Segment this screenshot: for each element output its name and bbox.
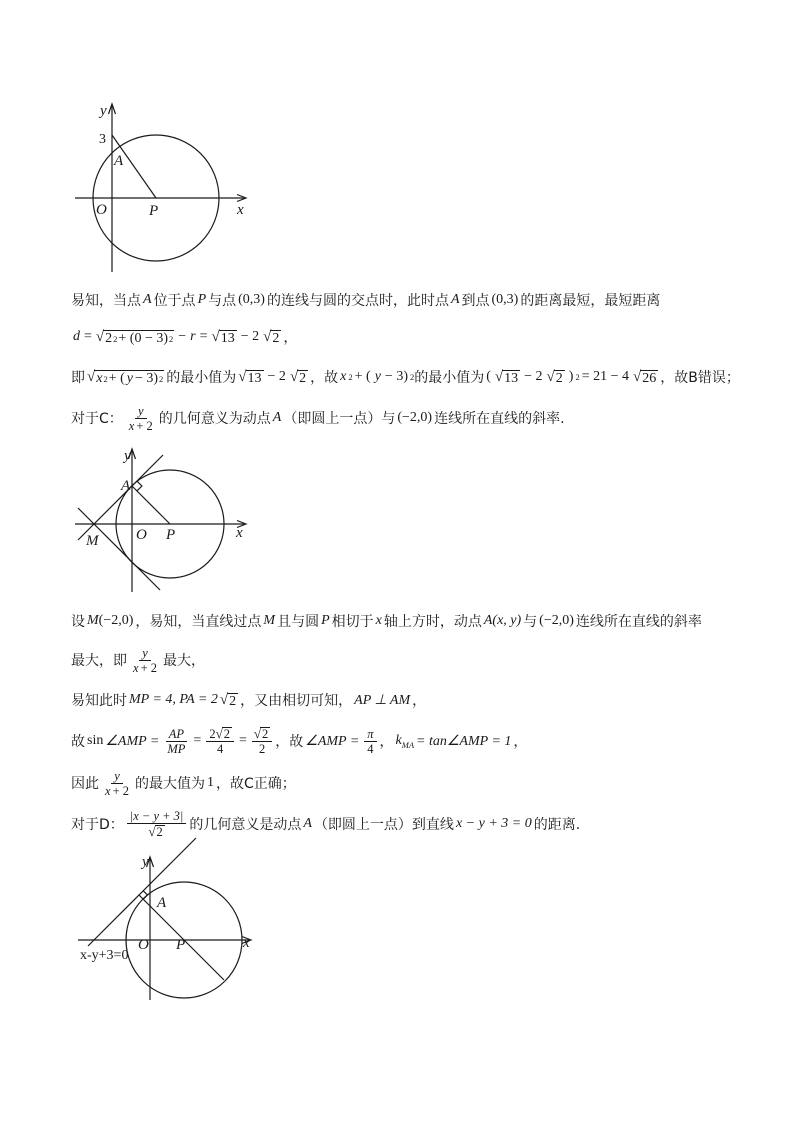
text-segment: 与: [523, 614, 538, 630]
coordinates: (−2,0): [98, 613, 134, 628]
label-O: O: [96, 202, 107, 218]
perpendicular-expression: AP ⊥ AM: [354, 692, 411, 708]
text-segment: 的距离.: [533, 817, 581, 833]
text-segment: （即圆上一点）到直线: [313, 817, 454, 833]
label-M: M: [86, 533, 99, 549]
label-A: A: [114, 153, 124, 169]
var-y: y: [138, 403, 144, 418]
radicand: [297, 370, 308, 386]
radical-sign: √: [219, 692, 229, 708]
text-segment: 的最小值为: [414, 370, 485, 386]
label-y: y: [124, 448, 131, 464]
var-y: y: [114, 768, 120, 783]
label-x: x: [236, 525, 243, 541]
sqrt-2: [216, 726, 232, 741]
sqrt-2: [547, 368, 565, 386]
tangent-line-upper: [78, 455, 163, 540]
equals-sign: =: [84, 329, 92, 344]
text-segment: （即圆上一点）与: [283, 411, 396, 427]
radicand: [219, 330, 237, 346]
term: 13: [504, 371, 519, 386]
label-x: x: [237, 202, 244, 218]
radicand: [502, 370, 520, 386]
text-segment: 易知此时: [71, 693, 127, 709]
radicand: [640, 370, 658, 386]
text-segment: ，故: [275, 734, 304, 750]
var-y: y: [126, 371, 133, 386]
lengths-expression: MP = 4, PA = 2: [129, 692, 218, 707]
point-neg2-0: (−2,0): [397, 410, 433, 425]
radicand: [260, 727, 270, 741]
text-segment: 即: [71, 370, 85, 386]
text-segment: 且与圆: [277, 614, 320, 630]
segment-AP: AP: [168, 726, 185, 741]
fraction-2sqrt2-over-4: [206, 726, 234, 756]
text-segment: 与点: [208, 293, 237, 309]
var-d: d: [73, 329, 80, 344]
equals-sign: =: [238, 733, 247, 748]
radical-sign: √: [253, 726, 262, 741]
figure-2-tangent-lines: [65, 440, 255, 600]
line-equation: x − y + 3 = 0: [455, 816, 532, 831]
punctuation: ，: [412, 693, 427, 709]
point-0-3: (0,3): [491, 292, 519, 307]
figure-3-distance-to-line: [70, 835, 260, 1005]
max-value: 1: [207, 775, 214, 790]
point-P: P: [197, 292, 207, 307]
punctuation: ，: [283, 330, 298, 346]
punctuation: ，: [513, 734, 528, 750]
text-segment: ，易知，当直线过点: [135, 614, 262, 630]
paragraph-line-3: 即 √ x 2 + ( y − 3) 2 的最小值为 √ 13 − 2 √ 2 ，故 x 2 + ( y − 3) 2 的最小值为 ( √ 13 − 2 √ 2 ) 2 = 21 − 4 √ 26 ，故B错误；: [71, 369, 740, 386]
text-segment: 设: [71, 614, 85, 630]
radical-sign: √: [289, 369, 299, 385]
text-segment: 连线所在直线的斜率: [575, 614, 702, 630]
radicand: x 2 + ( y − 3) 2: [96, 371, 164, 386]
var-x: x: [133, 660, 139, 675]
sqrt-2: [220, 691, 238, 709]
term: − 2: [524, 369, 543, 384]
numerator: [364, 727, 376, 742]
circle-P: P: [321, 613, 330, 628]
fraction-y-over-x-plus-2: [126, 404, 156, 433]
denominator: [126, 419, 156, 433]
point-M: M: [87, 613, 99, 628]
paragraph-line-8: [71, 726, 527, 756]
var-x: x: [375, 613, 382, 628]
text-segment: ，又由相切可知，: [240, 693, 353, 709]
equals-sign: =: [193, 733, 202, 748]
term: 2: [229, 694, 237, 709]
point-A: A: [272, 410, 282, 425]
radicand: [554, 370, 565, 386]
term: 2: [209, 726, 216, 741]
fraction-y-over-x-plus-2: [102, 769, 132, 798]
var-x: x: [96, 371, 103, 386]
radical-sign: √: [546, 369, 555, 385]
numerator: [135, 404, 147, 419]
pi-symbol: π: [367, 726, 374, 741]
point-A: A: [303, 816, 312, 831]
term: − 2: [240, 329, 260, 344]
denominator: [130, 661, 160, 675]
angle-AMP: ∠AMP =: [105, 733, 160, 749]
figure-1-min-distance: [65, 95, 255, 280]
var-x: x: [128, 418, 135, 433]
paragraph-line-1: [71, 285, 660, 315]
denominator: [164, 742, 188, 756]
text-segment: 连线所在直线的斜率.: [434, 411, 565, 427]
label-y: y: [142, 854, 149, 870]
term: 2: [262, 727, 269, 741]
radical-sign: √: [211, 329, 220, 345]
angle-AMP: ∠AMP =: [305, 733, 360, 749]
numerator: [206, 726, 234, 742]
term: 2: [156, 825, 163, 839]
text-segment: ，故: [310, 370, 339, 386]
label-A: A: [121, 478, 131, 494]
radical-sign: √: [633, 369, 642, 385]
radicand: [227, 693, 238, 709]
term: + 2: [112, 783, 129, 798]
text-segment: 相切于: [331, 614, 374, 630]
numerator: [166, 727, 187, 742]
minus-sign: −: [178, 329, 187, 344]
label-line-equation: x-y+3=0: [80, 948, 129, 963]
segment-MP: MP: [167, 741, 186, 756]
numerator: [111, 769, 123, 784]
distance-formula-line: [71, 322, 297, 352]
point-neg2-0: (−2,0): [539, 613, 574, 628]
paren: ): [568, 369, 574, 384]
term: + 2: [140, 660, 157, 675]
term: 2: [555, 371, 563, 386]
text-segment: 的几何意义是动点: [189, 817, 302, 833]
text-segment: 的连线与圆的交点时，此时点: [266, 293, 449, 309]
text-segment: 的最小值为: [166, 370, 237, 386]
sqrt-distance: [96, 328, 174, 346]
sqrt-2: [254, 726, 270, 741]
radicand: [222, 727, 232, 741]
right-angle-mark: [143, 891, 147, 899]
slope-subscript: MA: [401, 740, 415, 750]
paragraph-line-6: [71, 645, 205, 675]
fraction-y-over-x-plus-2: [130, 646, 160, 675]
paragraph-line-5: [71, 606, 702, 636]
label-P: P: [149, 203, 159, 219]
text-segment: 对于D：: [71, 817, 124, 833]
denominator: [102, 784, 132, 798]
var-y: y: [374, 369, 381, 384]
point-A: A: [143, 292, 152, 307]
point-A-xy: A(x, y): [483, 613, 522, 628]
term: 2: [258, 742, 266, 756]
numerator: [252, 726, 272, 742]
paragraph-line-9: [71, 768, 296, 798]
sqrt-2: [263, 328, 281, 346]
sqrt-2: [290, 368, 308, 386]
radicand: 2 2 + (0 − 3) 2: [105, 331, 174, 346]
abs-expression: |x − y + 3|: [129, 809, 184, 823]
term: 2: [105, 331, 113, 346]
denominator: [214, 742, 226, 756]
text-segment: 到点: [461, 293, 490, 309]
text-segment: 的最大值为: [135, 776, 205, 792]
term: − 2: [267, 369, 286, 384]
denominator: [256, 742, 268, 756]
sqrt-13: [238, 368, 263, 386]
text-segment: 轴上方时，动点: [383, 614, 482, 630]
term: + 2: [136, 418, 153, 433]
radical-sign: √: [238, 369, 247, 385]
radical-sign: √: [95, 329, 105, 345]
label-P: P: [166, 527, 176, 543]
text-segment: 易知，当点: [71, 293, 141, 309]
term: − 3): [384, 369, 408, 384]
text-segment: ，故B错误；: [660, 370, 740, 386]
term: 4: [217, 742, 224, 756]
denominator: [364, 742, 376, 756]
sqrt-26: [633, 368, 658, 386]
term: 26: [642, 371, 657, 386]
radical-sign: √: [494, 369, 504, 385]
radicand: [270, 330, 281, 346]
paragraph-line-7: [71, 685, 426, 715]
var-x: x: [105, 783, 111, 798]
radical-sign: √: [87, 369, 96, 385]
numerator: [127, 809, 187, 824]
paren: (: [486, 369, 491, 384]
text-segment: 最大，: [163, 653, 205, 669]
term: 2: [299, 371, 307, 386]
term: 13: [247, 371, 262, 386]
term: + (: [108, 371, 125, 386]
term: 2: [272, 331, 280, 346]
label-O: O: [138, 937, 149, 953]
fraction-sqrt2-over-2: [252, 726, 272, 756]
numerator: [139, 646, 151, 661]
segment-A-P: [132, 486, 170, 524]
var-x: x: [340, 369, 347, 384]
radicand: [246, 370, 264, 386]
radical-sign: √: [148, 824, 156, 839]
label-A: A: [157, 895, 167, 911]
text-segment: 的距离最短，最短距离: [520, 293, 661, 309]
term: + (0 − 3): [118, 331, 169, 346]
sqrt-13: [212, 328, 237, 346]
punctuation: ，: [379, 734, 394, 750]
text-segment: 对于C：: [71, 411, 123, 427]
label-3: 3: [99, 132, 106, 147]
label-O: O: [136, 527, 147, 543]
point-0-3: (0,3): [238, 292, 265, 307]
text-segment: 位于点: [153, 293, 196, 309]
text-segment: 故: [71, 734, 85, 750]
sqrt-expression: [87, 368, 164, 386]
point-A: A: [450, 292, 460, 307]
sin-function: sin: [87, 733, 104, 748]
text-segment: 的几何意义为动点: [158, 411, 271, 427]
radical-sign: √: [215, 726, 223, 741]
fraction-AP-over-MP: [164, 727, 188, 756]
paragraph-line-4: [71, 403, 565, 433]
term: 2: [223, 727, 230, 741]
text-segment: 因此: [71, 776, 99, 792]
sqrt-13: [495, 368, 520, 386]
radical-sign: √: [263, 329, 272, 345]
term: 4: [367, 741, 374, 756]
equals-sign: =: [199, 329, 208, 344]
var-r: r: [190, 329, 196, 344]
term: − 3): [134, 371, 159, 386]
point-M: M: [263, 613, 276, 628]
label-x: x: [243, 935, 250, 951]
var-y: y: [142, 645, 148, 660]
term: 13: [220, 331, 235, 346]
tan-expression: = tan∠AMP = 1: [416, 733, 512, 749]
fraction-pi-over-4: [364, 727, 376, 756]
tangent-line-lower: [78, 508, 160, 590]
term: + (: [354, 369, 371, 384]
label-y: y: [100, 103, 107, 119]
label-P: P: [176, 937, 186, 953]
text-segment: 最大，即: [71, 653, 127, 669]
right-angle-mark: [137, 481, 142, 491]
slope-k: k: [395, 733, 402, 748]
text-segment: ，故C正确；: [216, 776, 296, 792]
term: = 21 − 4: [581, 369, 629, 384]
